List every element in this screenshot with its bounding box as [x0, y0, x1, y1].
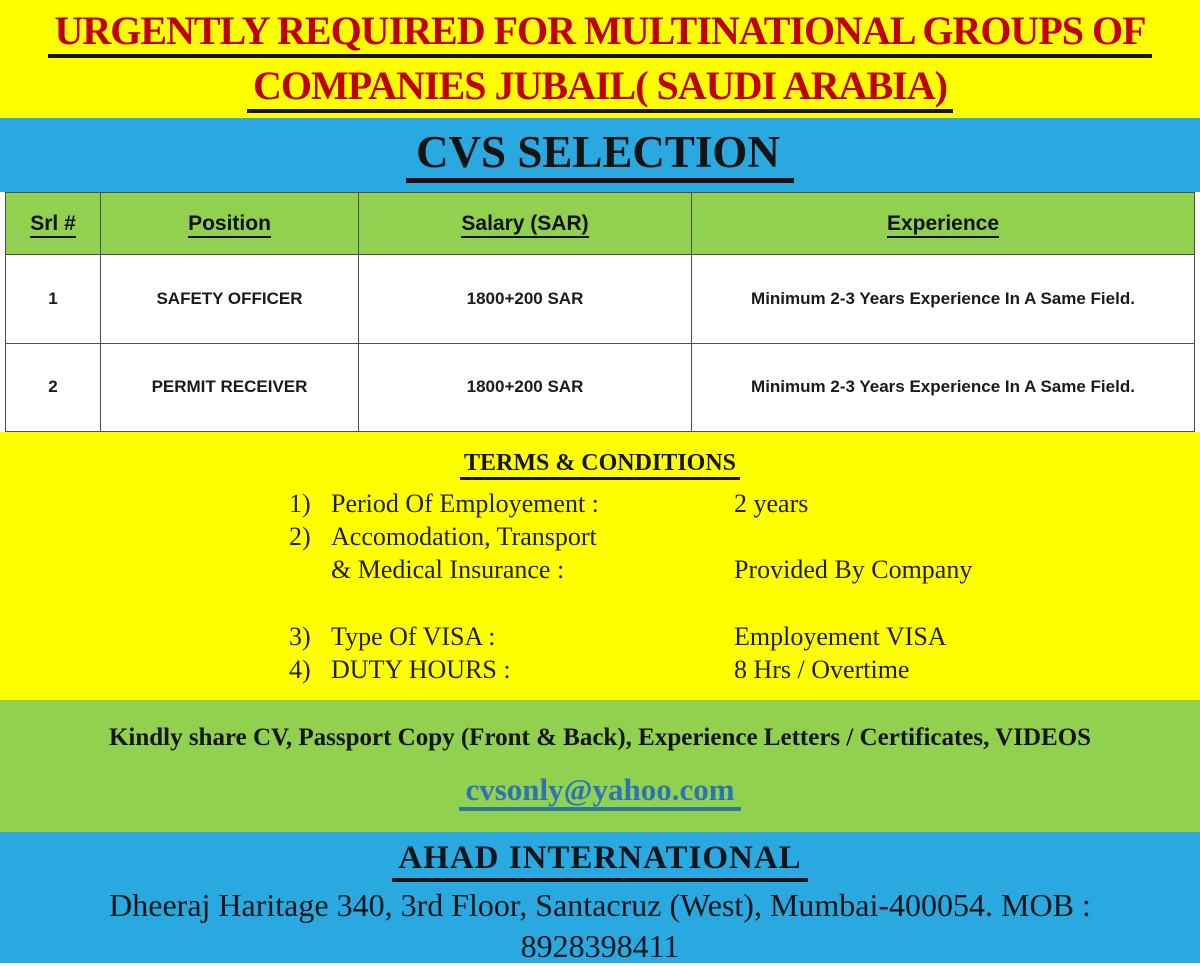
term-label: DUTY HOURS :	[331, 655, 511, 684]
selection-banner	[0, 118, 1200, 192]
term-value: 2 years	[734, 489, 809, 518]
term-item-2	[0, 520, 1200, 553]
terms-spacer	[0, 586, 1200, 620]
term-number: 1)	[289, 489, 311, 518]
col-header-experience: Experience	[692, 193, 1195, 255]
footer-section	[0, 832, 1200, 963]
company-name: AHAD INTERNATIONAL	[392, 838, 807, 882]
term-label: Accomodation, Transport	[331, 522, 597, 551]
term-value: Employement VISA	[734, 622, 947, 651]
table-row	[6, 255, 1195, 344]
cell-srl: 1	[6, 255, 101, 344]
col-header-position: Position	[101, 193, 359, 255]
selection-title: CVS SELECTION	[406, 128, 794, 183]
email-link[interactable]: cvsonly@yahoo.com	[459, 772, 740, 811]
term-item-4	[0, 653, 1200, 686]
term-number: 4)	[289, 655, 311, 684]
share-instruction: Kindly share CV, Passport Copy (Front & Back), Experience Letters / Certificates, VIDEOS	[108, 724, 1092, 751]
header-title-line1: URGENTLY REQUIRED FOR MULTINATIONAL GROUPS OF	[48, 9, 1151, 58]
term-item-2-continued	[0, 553, 1200, 586]
cell-experience: Minimum 2-3 Years Experience In A Same Field.	[692, 343, 1195, 432]
term-label: & Medical Insurance :	[331, 555, 565, 584]
company-phone: 8928398411	[520, 928, 680, 964]
poster-header	[0, 0, 1200, 118]
cell-position: PERMIT RECEIVER	[101, 343, 359, 432]
term-item-1	[0, 487, 1200, 520]
term-number: 3)	[289, 622, 311, 651]
share-email-row	[0, 772, 1200, 808]
terms-title: TERMS & CONDITIONS	[0, 450, 1200, 477]
cell-srl: 2	[6, 343, 101, 432]
term-value: Provided By Company	[734, 555, 973, 584]
header-title-line2: COMPANIES JUBAIL( SAUDI ARABIA)	[247, 64, 953, 113]
term-number: 2)	[289, 522, 311, 551]
terms-section	[0, 432, 1200, 700]
table-row	[6, 343, 1195, 432]
cell-experience: Minimum 2-3 Years Experience In A Same Field.	[692, 255, 1195, 344]
term-label: Period Of Employement :	[331, 489, 599, 518]
term-label: Type Of VISA :	[331, 622, 496, 651]
col-header-srl: Srl #	[6, 193, 101, 255]
jobs-table-body	[6, 255, 1195, 432]
cell-salary: 1800+200 SAR	[359, 343, 692, 432]
header-row	[6, 193, 1195, 255]
term-value: 8 Hrs / Overtime	[734, 655, 910, 684]
share-section	[0, 700, 1200, 832]
company-address: Dheeraj Haritage 340, 3rd Floor, Santacruz (West), Mumbai-400054. MOB :	[109, 887, 1091, 923]
cell-salary: 1800+200 SAR	[359, 255, 692, 344]
jobs-table	[5, 192, 1195, 432]
cell-position: SAFETY OFFICER	[101, 255, 359, 344]
col-header-salary: Salary (SAR)	[359, 193, 692, 255]
jobs-table-header	[6, 193, 1195, 255]
jobs-table-section	[0, 192, 1200, 432]
term-item-3	[0, 620, 1200, 653]
